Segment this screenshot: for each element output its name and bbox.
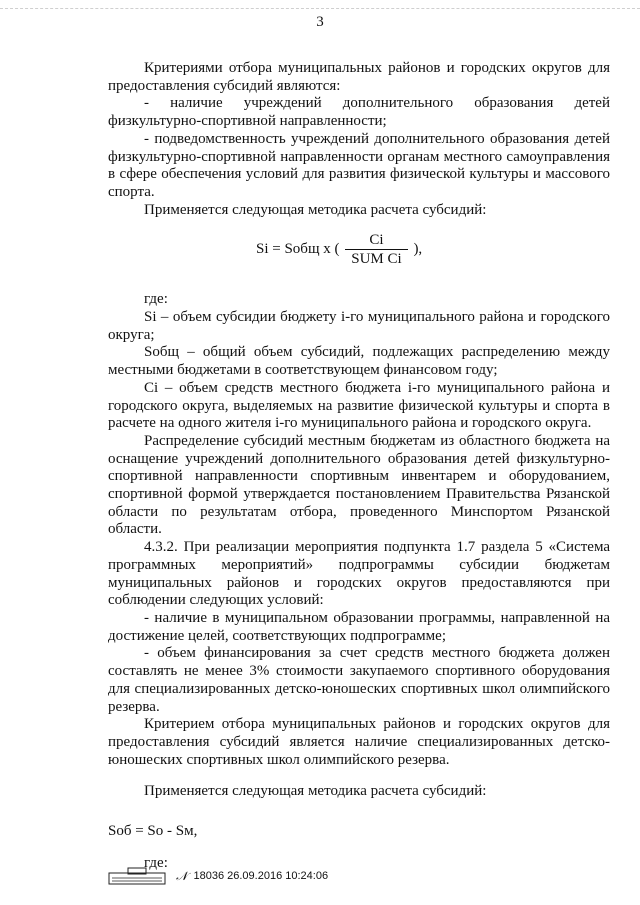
paragraph-criterion: Критерием отбора муниципальных районов и городских округов для предоставления субсидий является наличие специализированных детско-юношеских спортивных школ олимпийского резерва. xyxy=(108,716,610,768)
formula-rhs: ), xyxy=(413,241,423,258)
scan-top-edge xyxy=(0,8,640,9)
paragraph-where-1: где: xyxy=(144,291,168,308)
page-number: 3 xyxy=(316,14,324,30)
formula-subsidy xyxy=(108,219,610,279)
registry-number-date: 18036 26.09.2016 10:24:06 xyxy=(193,870,329,882)
formula-numerator: Ci xyxy=(345,231,407,250)
registry-mark: 𝒩 xyxy=(176,868,188,883)
document-body xyxy=(108,60,610,873)
paragraph-condition-1: - наличие в муниципальном образовании программы, направленной на достижение целей, соответствующих подпрограмме; xyxy=(108,609,610,644)
paragraph-method-intro-2: Применяется следующая методика расчета субсидий: xyxy=(144,783,487,800)
formula-denominator: SUM Ci xyxy=(351,251,402,268)
definition-sobsh: Sобщ – общий объем субсидий, подлежащих распределению между местными бюджетами в соответствующем финансовом году; xyxy=(108,344,610,379)
paragraph-criteria-2: - подведомственность учреждений дополнительного образования детей физкультурно-спортивной направленности органам местного самоуправления в сфере обеспечения условий для развития физической культуры и массового спорта. xyxy=(108,130,610,200)
paragraph-criteria-1: - наличие учреждений дополнительного образования детей физкультурно-спортивной направленности; xyxy=(108,95,610,130)
definition-si: Si – объем субсидии бюджету i-го муниципального района и городского округа; xyxy=(108,309,610,343)
paragraph-where-2: где: xyxy=(144,855,168,872)
formula-lhs: Si = Sобщ х ( xyxy=(256,241,340,258)
formula-fraction xyxy=(345,231,407,268)
definition-ci: Ci – объем средств местного бюджета i-го муниципального района и городского округа, выделяемых на развитие физической культуры и спорта в расчете на одного жителя i-го муниципального района и городского округа. xyxy=(108,379,610,432)
formula-sob: Sоб = Sо - Sм, xyxy=(108,823,198,840)
paragraph-4-3-2: 4.3.2. При реализации мероприятия подпункта 1.7 раздела 5 «Система программных мероприятий» подпрограммы субсидии бюджетам муниципальных районов и городских округов предоставляются при соблюдении следующих условий: xyxy=(108,539,610,609)
paragraph-method-intro: Применяется следующая методика расчета субсидий: xyxy=(144,201,487,218)
paragraph-distribution: Распределение субсидий местным бюджетам из областного бюджета на оснащение учреждений дополнительного образования детей физкультурно-спортивной направленности спортивным инвентарем и оборудованием, спортивной формой утверждается постановлением Правительства Рязанской области по результатам отбора, проведенного Минспортом Рязанской области. xyxy=(108,432,610,538)
document-footer xyxy=(108,866,328,886)
paragraph-condition-2: - объем финансирования за счет средств местного бюджета должен составлять не менее 3% стоимости закупаемого спортивного оборудования для специализированных детско-юношеских спортивных школ олимпийского резерва. xyxy=(108,645,610,715)
registry-stamp-icon xyxy=(108,867,166,885)
paragraph-criteria-intro: Критериями отбора муниципальных районов и городских округов для предоставления субсидий являются: xyxy=(108,60,610,94)
